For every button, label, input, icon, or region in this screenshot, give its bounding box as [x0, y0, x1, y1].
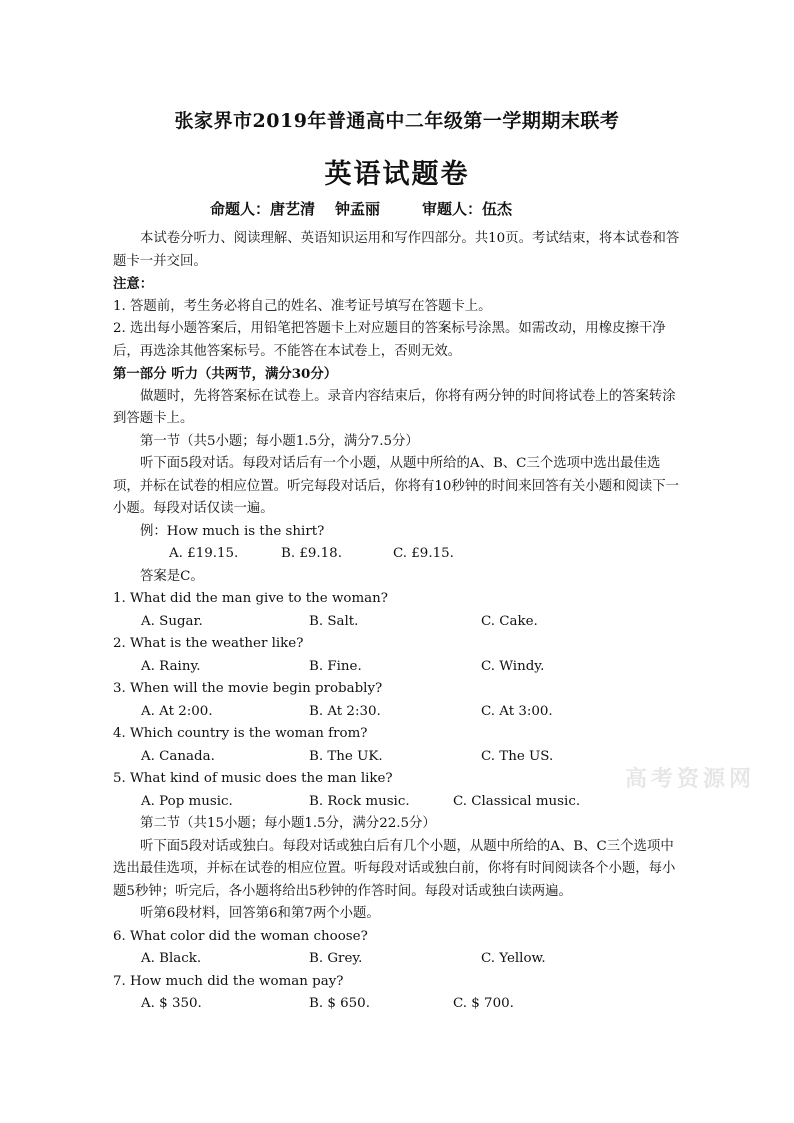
option-c: C. Cake.: [481, 613, 538, 629]
option-c: C. The US.: [481, 748, 554, 764]
option-a: A. At 2:00.: [141, 703, 213, 719]
exam-subtitle: 英语试题卷: [324, 159, 470, 190]
question-2: 2. What is the weather like?: [113, 636, 304, 651]
option-b: B. Salt.: [309, 613, 359, 629]
question-7-options: [113, 993, 683, 1016]
question-7: 7. How much did the woman pay?: [113, 973, 344, 989]
example-answer: 答案是C。: [140, 568, 204, 584]
intro-paragraph: 本试卷分听力、阅读理解、英语知识运用和写作四部分。共10页。考试结束，将本试卷和答题卡一并交回。: [113, 231, 680, 269]
option-b: B. $ 650.: [309, 996, 370, 1011]
exam-body: [113, 228, 683, 1016]
option-a: A. Rainy.: [141, 658, 201, 674]
option-b: B. Fine.: [309, 658, 362, 674]
section2-instruction: 听下面5段对话或独白。每段对话或独白后有几个小题，从题中所给的A、B、C三个选项中选出最佳选项，并标在试卷的相应位置。听每段对话或独白前，你将有时间阅读各个小题，每小题5秒钟；听完后，各小题将给出5秒钟的作答时间。每段对话或独白读两遍。: [113, 838, 676, 899]
section1-instruction: 听下面5段对话。每段对话后有一个小题，从题中所给的A、B、C三个选项中选出最佳选项，并标在试卷的相应位置。听完每段对话后，你将有10秒钟的时间来回答有关小题和阅读下一小题。每段对话仅读一遍。: [113, 456, 680, 516]
question-6-options: [113, 948, 683, 971]
exam-title: 张家界市2019年普通高中二年级第一学期期末联考: [174, 110, 620, 132]
example-options: [113, 543, 683, 566]
option-c: C. Classical music.: [453, 793, 581, 809]
option-b: B. Grey.: [309, 951, 363, 966]
option-a: A. Canada.: [141, 748, 215, 764]
example-question: 例：How much is the shirt?: [140, 523, 325, 539]
option-c: C. Windy.: [481, 658, 545, 674]
option-c: C. Yellow.: [481, 951, 546, 966]
option-a: A. $ 350.: [141, 996, 202, 1011]
question-3-options: [113, 701, 683, 724]
section1-heading: 第一节（共5小题；每小题1.5分，满分7.5分）: [140, 433, 419, 449]
option-c: C. At 3:00.: [481, 703, 553, 719]
option-a: A. Sugar.: [141, 613, 203, 629]
author-2: 钟孟丽: [335, 200, 381, 218]
notice-item-1: 1. 答题前，考生务必将自己的姓名、准考证号填写在答题卡上。: [113, 298, 492, 314]
option-a: A. Black.: [141, 951, 202, 966]
question-4: 4. Which country is the woman from?: [113, 726, 368, 741]
option-b: B. At 2:30.: [309, 703, 381, 719]
question-1: 1. What did the man give to the woman?: [113, 591, 388, 606]
question-4-options: [113, 746, 683, 769]
watermark: 高考资源网: [625, 766, 756, 792]
reviewer: 审题人：伍杰: [422, 200, 513, 218]
question-3: 3. When will the movie begin probably?: [113, 681, 383, 696]
part1-instruction: 做题时，先将答案标在试卷上。录音内容结束后，你将有两分钟的时间将试卷上的答案转涂到答题卡上。: [113, 388, 676, 426]
option-b: B. The UK.: [309, 748, 383, 764]
notice-label: 注意：: [113, 276, 154, 292]
section2-heading: 第二节（共15小题；每小题1.5分，满分22.5分）: [140, 816, 436, 831]
question-1-options: [113, 611, 683, 634]
notice-item-2: 2. 选出每小题答案后，用铅笔把答题卡上对应题目的答案标号涂黑。如需改动，用橡皮擦干净后，再选涂其他答案标号。不能答在本试卷上，否则无效。: [113, 321, 666, 359]
section2-material: 听第6段材料，回答第6和第7两个小题。: [140, 906, 380, 921]
question-5: 5. What kind of music does the man like?: [113, 771, 393, 786]
example-option-c: C. £9.15.: [393, 546, 454, 561]
option-c: C. $ 700.: [453, 996, 514, 1011]
example-option-a: A. £19.15.: [169, 546, 239, 561]
part1-heading: 第一部分 听力（共两节，满分30分）: [113, 366, 338, 382]
example-option-b: B. £9.18.: [281, 546, 342, 561]
option-b: B. Rock music.: [309, 793, 410, 809]
question-2-options: [113, 656, 683, 679]
question-6: 6. What color did the woman choose?: [113, 928, 368, 944]
author-1: 命题人：唐艺清: [210, 200, 316, 218]
option-a: A. Pop music.: [141, 793, 233, 809]
question-5-options: [113, 791, 683, 814]
authors-line: [210, 198, 532, 219]
